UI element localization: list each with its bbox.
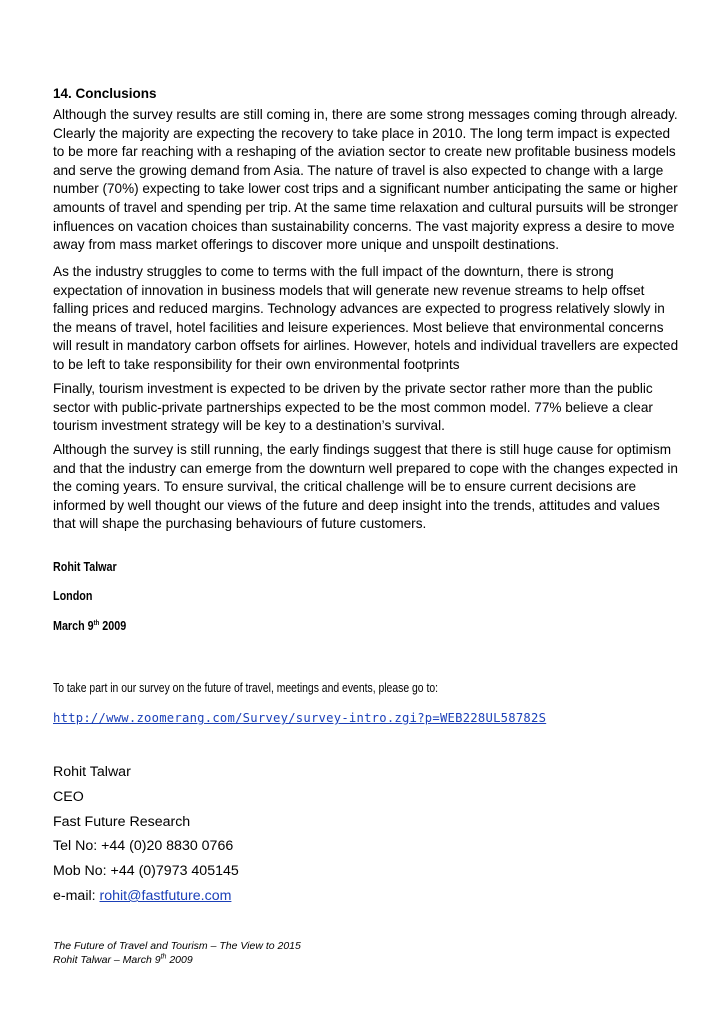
paragraph-4-line: Although the survey is still running, the early findings suggest that there is still huge cause for optimism: [53, 442, 672, 457]
contact-mob: Mob No: +44 (0)7973 405145: [53, 863, 239, 879]
paragraph-3-line: tourism investment strategy will be key to a destination’s survival.: [53, 418, 445, 434]
email-link[interactable]: rohit@fastfuture.com: [99, 888, 232, 904]
paragraph-3-line: sector with public-private partnerships expected to be the most common model. 77% believe a clear: [53, 399, 653, 415]
paragraph-1-line: away from mass market offerings to discover more unique and unspoilt destinations.: [53, 237, 559, 253]
paragraph-2-line: expectation of innovation in business models that will generate new revenue streams to help offset: [53, 282, 645, 298]
survey-invite-text: To take part in our survey on the future of travel, meetings and events, please go to:: [53, 680, 439, 695]
paragraph-4-line: informed by well thought our views of the future and deep insight into the trends, attitudes and values: [53, 497, 660, 513]
signature-city: London: [53, 589, 93, 603]
paragraph-1-line: number (70%) expecting to take lower cost trips and a significant number anticipating the same or higher: [53, 181, 678, 197]
paragraph-2-line: will result in mandatory carbon offsets for airlines. However, hotels and individual travellers are expected: [53, 338, 679, 354]
signature-date: March 9th 2009: [53, 619, 127, 633]
contact-name: Rohit Talwar: [53, 764, 131, 780]
paragraph-2-line: to be left to take responsibility for their own environmental footprints: [53, 357, 460, 372]
paragraph-4-line: and that the industry can emerge from the downturn well prepared to cope with the changes expected in: [53, 460, 678, 476]
contact-email-line: [53, 888, 231, 904]
paragraph-1-line: to be more far reaching with a reshaping of the aviation sector to create new profitable business models: [53, 144, 676, 160]
section-heading: 14. Conclusions: [53, 86, 157, 101]
signature-name: Rohit Talwar: [53, 560, 117, 574]
contact-tel: Tel No: +44 (0)20 8830 0766: [53, 838, 234, 854]
paragraph-1-line: Clearly the majority are expecting the recovery to take place in 2010. The long term impact is expected: [53, 125, 671, 141]
paragraph-1-line: Although the survey results are still coming in, there are some strong messages coming through already.: [53, 107, 678, 122]
paragraph-2-line: the means of travel, hotel facilities and leisure experiences. Most believe that environmental concerns: [53, 319, 664, 335]
paragraph-4-line: that will shape the purchasing behaviours of future customers.: [53, 516, 427, 532]
contact-title: CEO: [53, 789, 84, 805]
paragraph-2-line: As the industry struggles to come to terms with the full impact of the downturn, there is strong: [53, 264, 614, 279]
paragraph-4-line: the coming years. To ensure survival, the critical challenge will be to ensure current decisions are: [53, 479, 637, 495]
footer-title: The Future of Travel and Tourism – The View to 2015: [53, 940, 301, 952]
paragraph-2-line: falling prices and reduced margins. Technology advances are expected to progress relatively slowly in: [53, 301, 665, 317]
footer-author-date: Rohit Talwar – March 9th 2009: [53, 953, 193, 966]
survey-link[interactable]: http://www.zoomerang.com/Survey/survey-intro.zgi?p=WEB228UL58782S: [53, 711, 547, 725]
paragraph-1-line: influences on vacation choices than sustainability concerns. The vast majority express a desire to move: [53, 218, 675, 234]
email-label: e-mail:: [53, 888, 100, 904]
contact-company: Fast Future Research: [53, 814, 191, 830]
paragraph-1-line: and serve the growing demand from Asia. The nature of travel is also expected to change with a large: [53, 162, 664, 178]
paragraph-1-line: amounts of travel and spending per trip. At the same time relaxation and cultural pursuits will be stronger: [53, 200, 678, 215]
paragraph-3-line: Finally, tourism investment is expected to be driven by the private sector rather more than the public: [53, 381, 653, 396]
